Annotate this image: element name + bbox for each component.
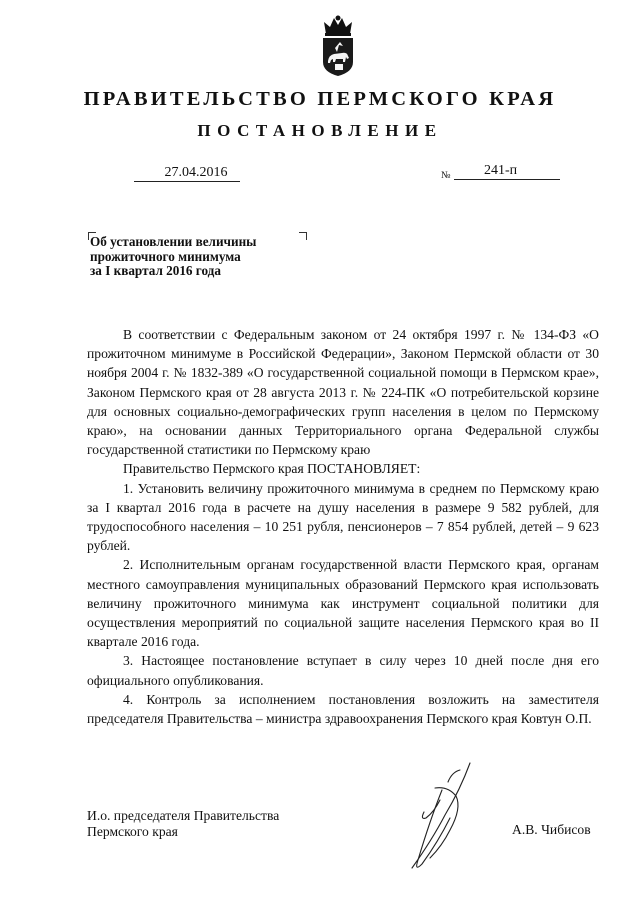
- org-name: ПРАВИТЕЛЬСТВО ПЕРМСКОГО КРАЯ: [83, 88, 557, 110]
- document-body: [87, 325, 599, 728]
- title-line: прожиточного минимума: [90, 248, 241, 264]
- signer-position-line: Пермского края: [87, 823, 178, 839]
- preamble-paragraph: В соответствии с Федеральным законом от 24 октября 1997 г. № 134-ФЗ «О прожиточном минимуме в Российской Федерации», Законом Пермской области от 30 ноября 2004 г. № 1832-389 «О государственной социальной помощи в Пермском крае», Законом Пермского края от 28 августа 2013 г. № 224-ПК «О потребительской корзине для основных социально-демографических групп населения в целом по Пермскому краю», на основании данных Территориального органа Федеральной службы государственной статистики по Пермскому краю: [87, 327, 599, 458]
- clause-4-paragraph: 4. Контроль за исполнением постановления возложить на заместителя председателя Правительства – министра здравоохранения Пермского края Ковтун О.П.: [87, 691, 599, 727]
- title-line: за I квартал 2016 года: [90, 263, 221, 278]
- document-number: 241-п: [454, 163, 560, 180]
- clause-2-paragraph: 2. Исполнительным органам государственной власти Пермского края, органам местного самоуправления муниципальных образований Пермского края использовать величину прожиточного минимума как инструмент социальной политики для осуществления мероприятий по социальной защите населения Пермского края во II квартале 2016 года.: [87, 557, 599, 650]
- clause-1-paragraph: 1. Установить величину прожиточного минимума в среднем по Пермскому краю за I квартал 2016 года в расчете на душу населения в размере 9 582 рублей, для трудоспособного населения – 10 251 рубля, пенсионеров – 7 854 рублей, детей – 9 623 рублей.: [87, 480, 599, 554]
- document-type: ПОСТАНОВЛЕНИЕ: [197, 121, 443, 140]
- signer-position-line: И.о. председателя Правительства: [87, 808, 280, 823]
- title-line: Об установлении величины: [90, 234, 257, 249]
- coat-of-arms-icon: [318, 14, 358, 78]
- signer-name: А.В. Чибисов: [512, 822, 591, 837]
- document-title: [90, 235, 330, 279]
- clause-3-paragraph: 3. Настоящее постановление вступает в силу через 10 дней после дня его официального опубликования.: [87, 653, 599, 688]
- signature-icon: [390, 760, 500, 875]
- resolution-paragraph: Правительство Пермского края ПОСТАНОВЛЯЕТ:: [123, 461, 421, 477]
- document-date: 27.04.2016: [134, 165, 240, 182]
- signer-position: [87, 808, 279, 839]
- number-sign: №: [441, 170, 451, 181]
